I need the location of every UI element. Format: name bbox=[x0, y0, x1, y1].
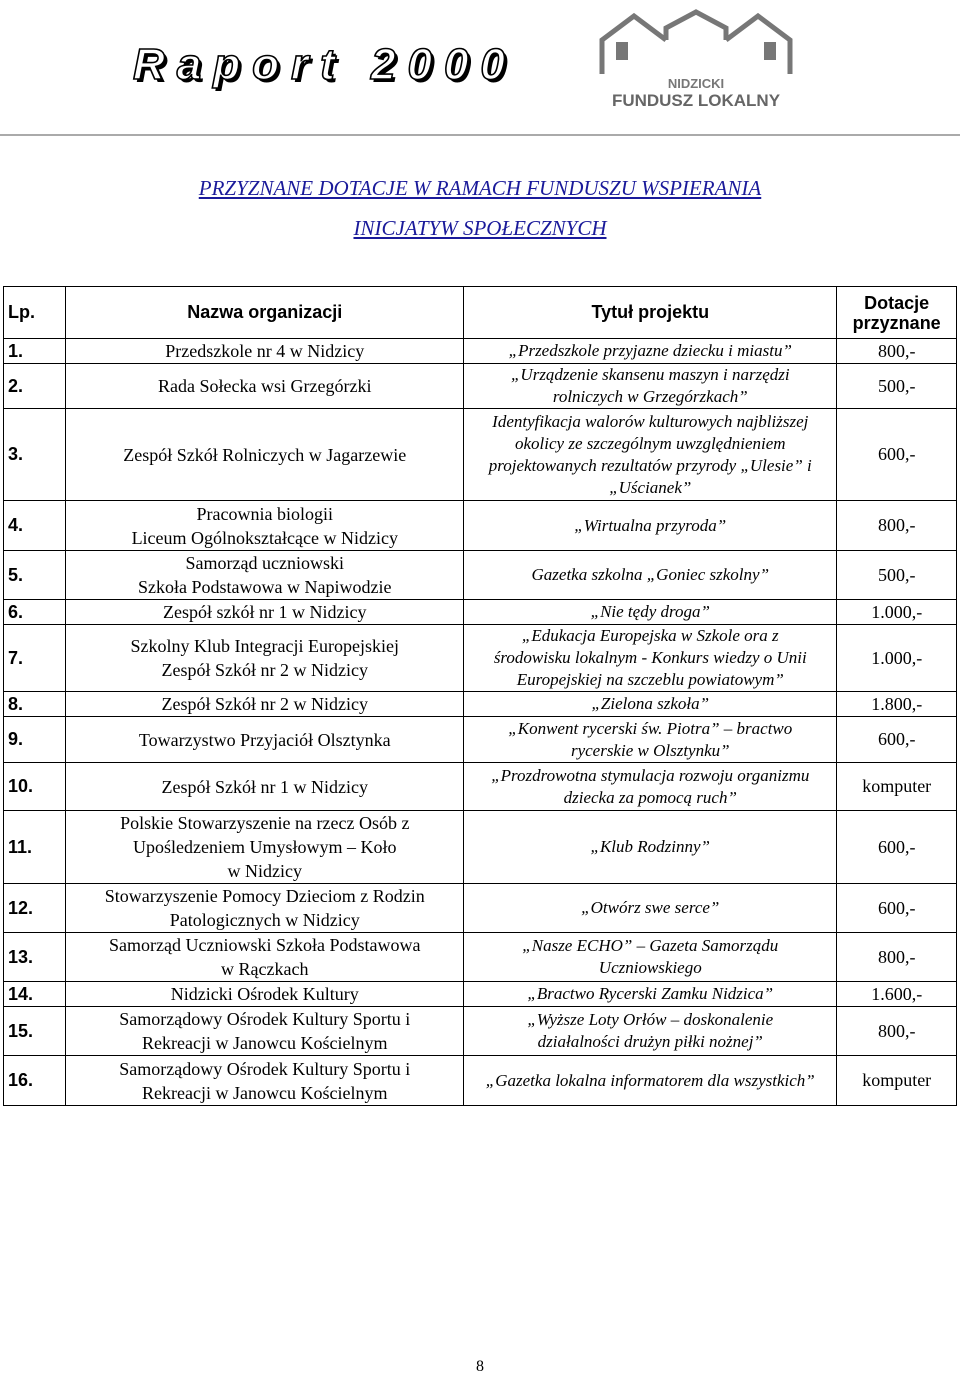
project-title-line: „Konwent rycerski św. Piotra” – bractwo bbox=[508, 718, 793, 738]
row-number: 3. bbox=[4, 409, 66, 501]
row-number: 10. bbox=[4, 763, 66, 811]
project-title-line: rycerskie w Olsztynku” bbox=[570, 740, 730, 760]
project-title-line: „Prozdrowotna stymulacja rozwoju organizmu bbox=[491, 765, 810, 785]
table-row bbox=[4, 600, 957, 625]
row-number: 16. bbox=[4, 1056, 66, 1106]
project-title-line: „Uścianek” bbox=[609, 477, 692, 497]
grant-amount: 800,- bbox=[837, 501, 957, 551]
organization-name-line: Samorządowy Ośrodek Kultury Sportu i bbox=[119, 1009, 411, 1029]
table-row bbox=[4, 409, 957, 501]
project-title-line: Europejskiej na szczeblu powiatowym” bbox=[516, 670, 784, 689]
project-title bbox=[464, 501, 837, 551]
organization-name-line: Zespół Szkół nr 2 w Nidzicy bbox=[161, 660, 368, 680]
project-title bbox=[464, 339, 837, 364]
organization-name-line: Szkolny Klub Integracji Europejskiej bbox=[130, 636, 399, 656]
organization-name bbox=[66, 339, 464, 364]
project-title bbox=[464, 1007, 837, 1056]
section-heading-line2: INICJATYW SPOŁECZNYCH bbox=[353, 216, 607, 240]
grant-amount: 1.600,- bbox=[837, 982, 957, 1007]
table-row bbox=[4, 625, 957, 692]
row-number: 2. bbox=[4, 364, 66, 409]
table-row bbox=[4, 982, 957, 1007]
project-title-line: dziecka za pomocą ruch” bbox=[563, 787, 737, 807]
organization-name-line: Pracownia biologii bbox=[196, 503, 333, 524]
organization-name-line: Zespół Szkół Rolniczych w Jagarzewie bbox=[123, 444, 407, 465]
organization-name bbox=[66, 501, 464, 551]
table-row bbox=[4, 551, 957, 600]
project-title bbox=[464, 551, 837, 600]
project-title-line: „Przedszkole przyjazne dziecku i miastu” bbox=[508, 341, 792, 360]
project-title-line: „Gazetka lokalna informatorem dla wszystkich” bbox=[485, 1070, 815, 1090]
project-title-line: „Bractwo Rycerski Zamku Nidzica” bbox=[527, 984, 774, 1003]
project-title bbox=[464, 409, 837, 501]
grant-amount: 600,- bbox=[837, 811, 957, 884]
table-row bbox=[4, 811, 957, 884]
organization-name-line: Towarzystwo Przyjaciół Olsztynka bbox=[138, 729, 391, 750]
row-number: 1. bbox=[4, 339, 66, 364]
organization-name bbox=[66, 600, 464, 625]
organization-name-line: Patologicznych w Nidzicy bbox=[169, 910, 360, 930]
organization-name bbox=[66, 717, 464, 763]
project-title-line: „Urządzenie skansenu maszyn i narzędzi bbox=[510, 365, 790, 384]
organization-name bbox=[66, 933, 464, 982]
project-title bbox=[464, 625, 837, 692]
grant-amount: 1.000,- bbox=[837, 625, 957, 692]
project-title-line: Uczniowskiego bbox=[598, 958, 702, 977]
project-title-line: „Edukacja Europejska w Szkole ora z bbox=[521, 626, 779, 645]
project-title bbox=[464, 692, 837, 717]
organization-name-line: Szkoła Podstawowa w Napiwodzie bbox=[138, 577, 392, 597]
organization-name-line: Rekreacji w Janowcu Kościelnym bbox=[142, 1033, 388, 1053]
page-header bbox=[0, 0, 960, 135]
organization-name-line: Zespół szkół nr 1 w Nidzicy bbox=[163, 602, 367, 622]
row-number: 8. bbox=[4, 692, 66, 717]
project-title-line: „Wyższe Loty Orłów – doskonalenie bbox=[527, 1010, 774, 1029]
organization-name-line: Upośledzeniem Umysłowym – Koło bbox=[133, 837, 397, 857]
grant-amount: komputer bbox=[837, 1056, 957, 1106]
row-number: 11. bbox=[4, 811, 66, 884]
report-title: Raport 2000 bbox=[133, 40, 517, 89]
grant-amount: 800,- bbox=[837, 339, 957, 364]
project-title-line: okolicy ze szczególnym uwzględnieniem bbox=[515, 433, 786, 453]
organization-name-line: Rekreacji w Janowcu Kościelnym bbox=[142, 1082, 388, 1103]
header-divider bbox=[0, 134, 960, 136]
organization-name-line: Samorząd uczniowski bbox=[185, 553, 344, 573]
organization-name bbox=[66, 364, 464, 409]
row-number: 4. bbox=[4, 501, 66, 551]
row-number: 6. bbox=[4, 600, 66, 625]
project-title-line: „Klub Rodzinny” bbox=[590, 837, 711, 856]
row-number: 5. bbox=[4, 551, 66, 600]
grant-amount: komputer bbox=[837, 763, 957, 811]
organization-name-line: Polskie Stowarzyszenie na rzecz Osób z bbox=[120, 813, 410, 833]
organization-name-line: Samorządowy Ośrodek Kultury Sportu i bbox=[119, 1058, 411, 1079]
project-title-line: projektowanych rezultatów przyrody „Ulesie” i bbox=[488, 455, 812, 475]
project-title bbox=[464, 811, 837, 884]
project-title bbox=[464, 1056, 837, 1106]
grant-amount: 500,- bbox=[837, 364, 957, 409]
project-title bbox=[464, 763, 837, 811]
table-row bbox=[4, 763, 957, 811]
organization-name-line: Zespół Szkół nr 2 w Nidzicy bbox=[161, 694, 368, 714]
project-title-line: działalności drużyn piłki nożnej” bbox=[537, 1032, 763, 1051]
project-title-line: „Otwórz swe serce” bbox=[581, 898, 720, 917]
grant-amount: 800,- bbox=[837, 933, 957, 982]
project-title-line: Identyfikacja walorów kulturowych najbliższej bbox=[492, 411, 809, 431]
table-row bbox=[4, 339, 957, 364]
table-header-row bbox=[4, 287, 957, 339]
project-title-line: „Wirtualna przyroda” bbox=[574, 515, 727, 535]
organization-name-line: w Nidzicy bbox=[227, 861, 302, 881]
project-title-line: rolniczych w Grzegórzkach” bbox=[552, 387, 748, 406]
header-amount-line2: przyznane bbox=[852, 312, 941, 333]
row-number: 9. bbox=[4, 717, 66, 763]
project-title-line: Gazetka szkolna „Goniec szkolny” bbox=[531, 565, 770, 584]
organization-name-line: Liceum Ogólnokształcące w Nidzicy bbox=[131, 527, 398, 548]
organization-name-line: Stowarzyszenie Pomocy Dzieciom z Rodzin bbox=[104, 886, 425, 906]
grant-amount: 600,- bbox=[837, 717, 957, 763]
table-row bbox=[4, 501, 957, 551]
table-row bbox=[4, 717, 957, 763]
organization-name-line: Samorząd Uczniowski Szkoła Podstawowa bbox=[109, 935, 421, 955]
logo-text-line2: FUNDUSZ LOKALNY bbox=[611, 91, 781, 110]
page-number: 8 bbox=[476, 1358, 484, 1375]
project-title bbox=[464, 933, 837, 982]
organization-name bbox=[66, 1056, 464, 1106]
organization-name bbox=[66, 692, 464, 717]
grant-amount: 500,- bbox=[837, 551, 957, 600]
header-lp: Lp. bbox=[4, 287, 66, 339]
organization-name-line: Nidzicki Ośrodek Kultury bbox=[170, 984, 359, 1004]
project-title-line: „Nie tędy droga” bbox=[590, 602, 710, 621]
section-heading-line1: PRZYZNANE DOTACJE W RAMACH FUNDUSZU WSPIERANIA bbox=[198, 176, 762, 200]
table-row bbox=[4, 692, 957, 717]
row-number: 12. bbox=[4, 884, 66, 933]
organization-name bbox=[66, 409, 464, 501]
organization-name bbox=[66, 551, 464, 600]
table-row bbox=[4, 1007, 957, 1056]
organization-name-line: Przedszkole nr 4 w Nidzicy bbox=[165, 341, 365, 361]
grant-amount: 800,- bbox=[837, 1007, 957, 1056]
row-number: 14. bbox=[4, 982, 66, 1007]
header-amount-line1: Dotacje bbox=[864, 292, 930, 313]
project-title bbox=[464, 982, 837, 1007]
project-title-line: „Nasze ECHO” – Gazeta Samorządu bbox=[522, 936, 779, 955]
header-org: Nazwa organizacji bbox=[66, 287, 464, 339]
row-number: 15. bbox=[4, 1007, 66, 1056]
organization-name-line: w Rączkach bbox=[221, 959, 309, 979]
organization-name bbox=[66, 811, 464, 884]
logo-text-line1: NIDZICKI bbox=[667, 76, 725, 91]
project-title bbox=[464, 600, 837, 625]
project-title bbox=[464, 364, 837, 409]
organization-name bbox=[66, 982, 464, 1007]
grants-table bbox=[3, 286, 957, 1106]
grant-amount: 1.800,- bbox=[837, 692, 957, 717]
header-title: Tytuł projektu bbox=[464, 287, 837, 339]
project-title bbox=[464, 884, 837, 933]
table-row bbox=[4, 1056, 957, 1106]
grant-amount: 600,- bbox=[837, 409, 957, 501]
grant-amount: 1.000,- bbox=[837, 600, 957, 625]
organization-name bbox=[66, 884, 464, 933]
grant-amount: 600,- bbox=[837, 884, 957, 933]
organization-name-line: Zespół Szkół nr 1 w Nidzicy bbox=[161, 776, 368, 797]
organization-name bbox=[66, 763, 464, 811]
project-title-line: „Zielona szkoła” bbox=[591, 694, 710, 713]
table-row bbox=[4, 884, 957, 933]
fundusz-lokalny-logo bbox=[596, 6, 796, 110]
organization-name-line: Rada Sołecka wsi Grzegórzki bbox=[158, 376, 372, 396]
row-number: 13. bbox=[4, 933, 66, 982]
organization-name bbox=[66, 625, 464, 692]
header-amount bbox=[837, 287, 957, 339]
row-number: 7. bbox=[4, 625, 66, 692]
organization-name bbox=[66, 1007, 464, 1056]
table-row bbox=[4, 364, 957, 409]
project-title bbox=[464, 717, 837, 763]
table-body bbox=[4, 339, 957, 1106]
table-row bbox=[4, 933, 957, 982]
project-title-line: środowisku lokalnym - Konkurs wiedzy o Unii bbox=[493, 648, 807, 667]
